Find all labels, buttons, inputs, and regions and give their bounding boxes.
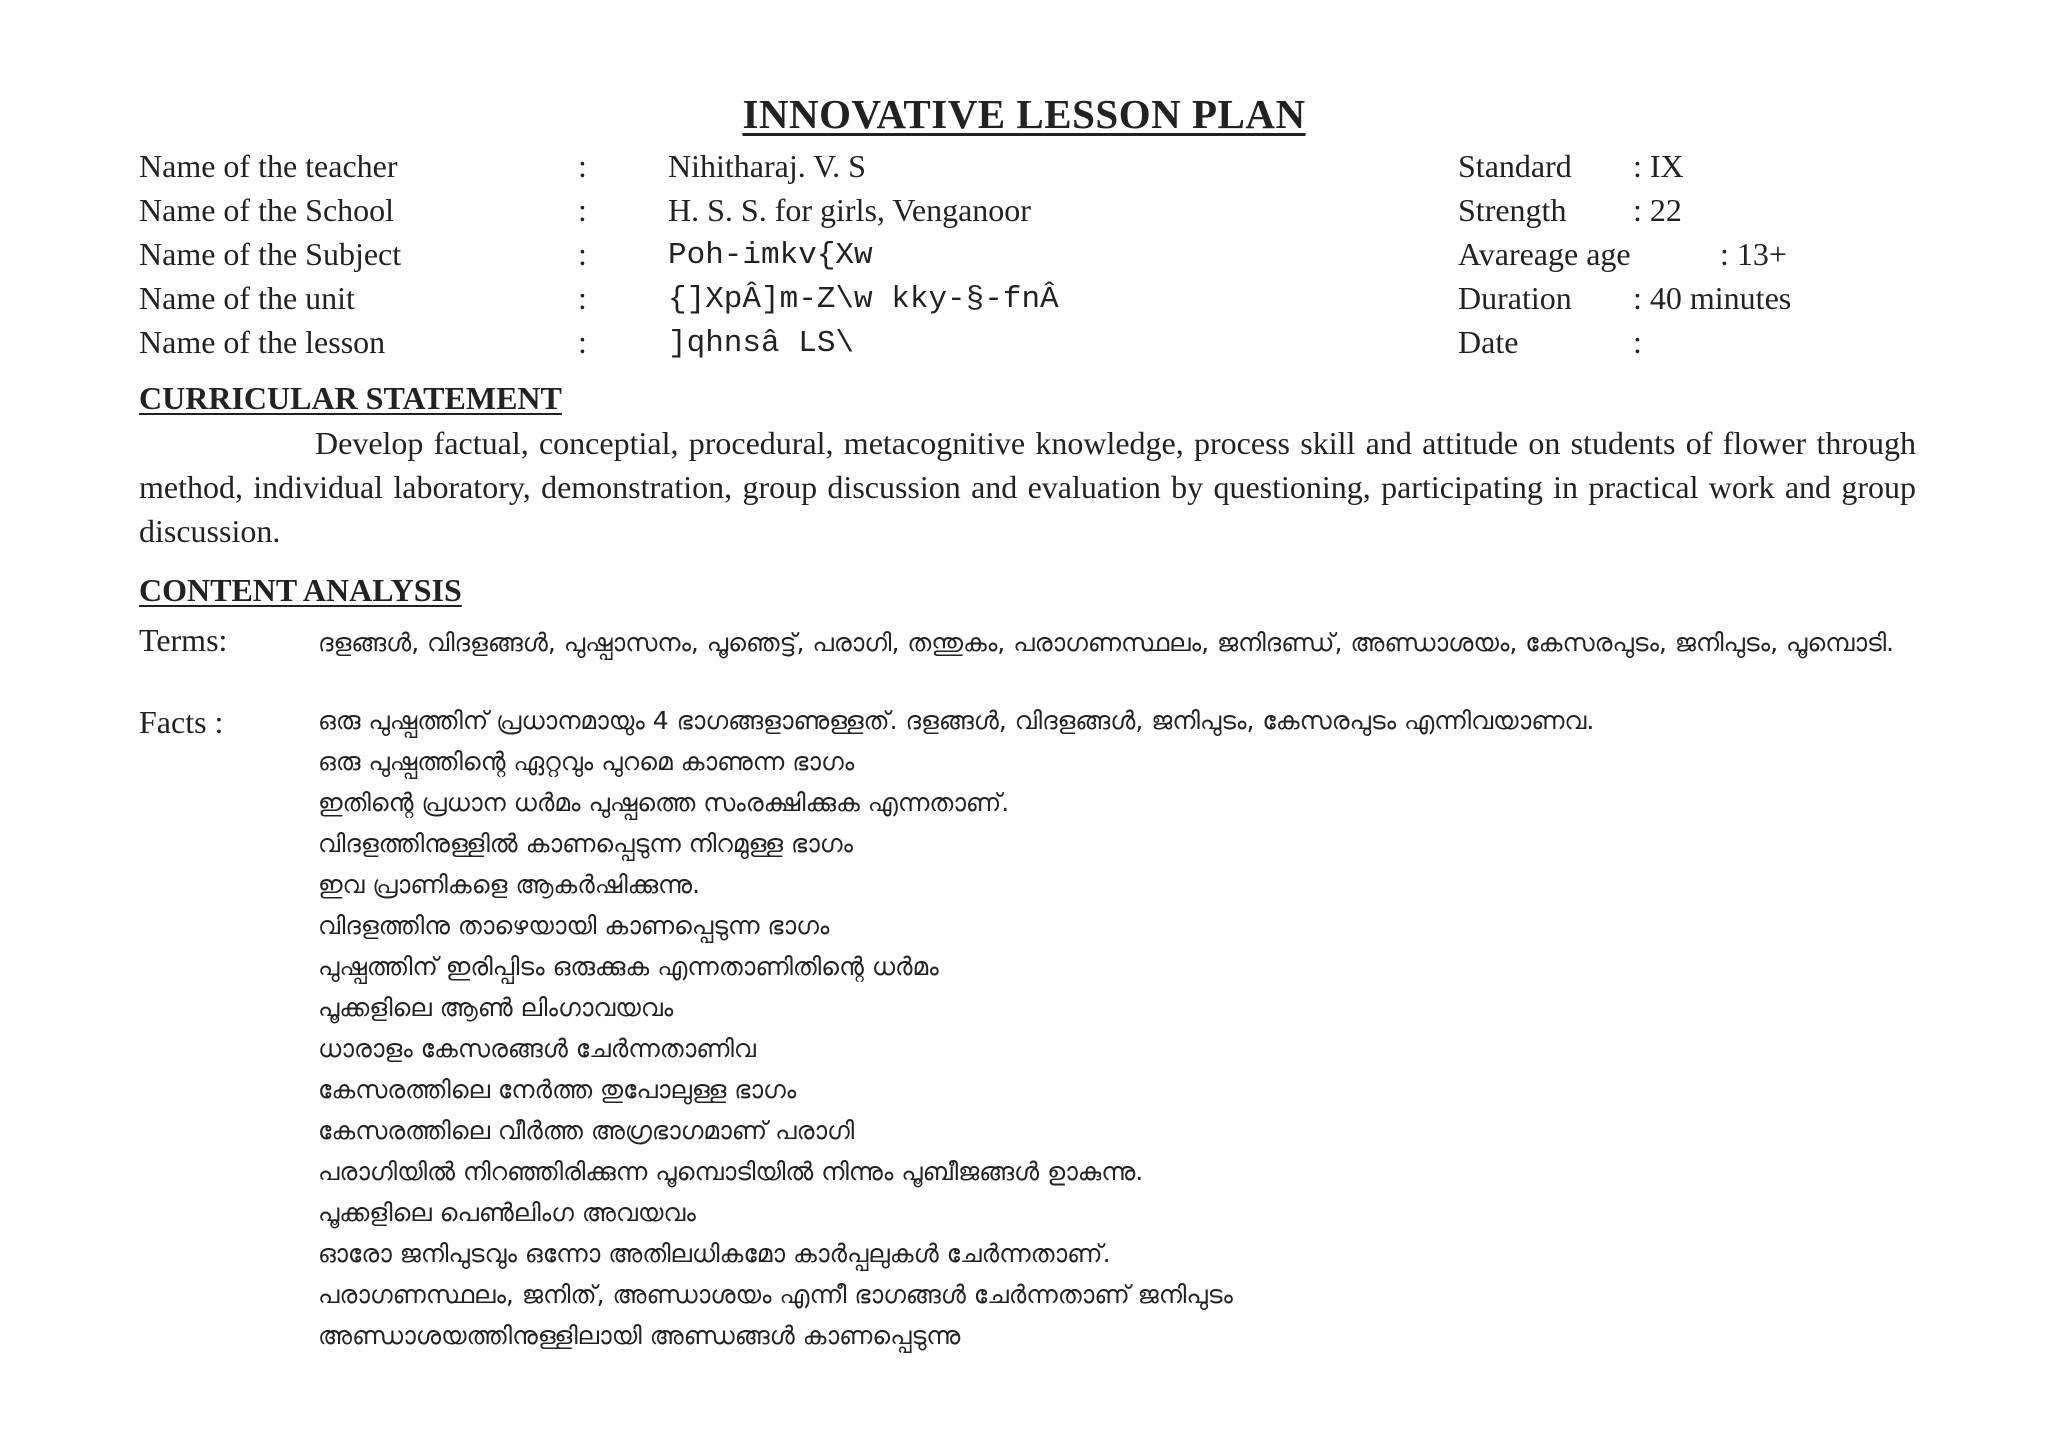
lesson-value: ]qhnsâ LS\ (668, 326, 855, 361)
subject-label: Name of the Subject (139, 236, 402, 272)
age-label: Avareage age (1458, 236, 1631, 272)
fact-line: ഇവ പ്രാണികളെ ആകർഷിക്കുന്നു. (318, 870, 701, 899)
fact-line: കേസരത്തിലെ വീർത്ത അഗ്രഭാഗമാണ് പരാഗി (318, 1116, 855, 1145)
fact-line: അണ്ഡാശയത്തിനുള്ളിലായി അണ്ഡങ്ങൾ കാണപ്പെടുന്നു (318, 1321, 961, 1350)
info-row-school (0, 192, 2048, 236)
fact-line: ഓരോ ജനിപുടവും ഒന്നോ അതിലധികമോ കാർപ്പലുകൾ ചേർന്നതാണ്. (318, 1239, 1111, 1268)
fact-line: കേസരത്തിലെ നേർത്ത തുപോലുള്ള ഭാഗം (318, 1075, 797, 1104)
age-value: : 13+ (1720, 236, 1787, 272)
info-row-unit (0, 280, 2048, 324)
school-colon: : (578, 192, 587, 228)
fact-line: ഒരു പുഷ്പത്തിന്റെ ഏറ്റവും പുറമെ കാണുന്ന ഭാഗം (318, 747, 855, 776)
fact-line: പൂക്കളിലെ ആൺ ലിംഗാവയവം (318, 993, 674, 1022)
duration-label: Duration (1458, 280, 1572, 316)
subject-value: Poh-imkv{Xw (668, 238, 873, 273)
curricular-text: Develop factual, conceptial, procedural, metacognitive knowledge, process skill and attitude on students of flower through method, individual laboratory, demonstration, group discussion and evaluation by questioning, participating in practical work and group discussion. (139, 425, 1916, 549)
lesson-label: Name of the lesson (139, 324, 386, 360)
teacher-value: Nihitharaj. V. S (668, 148, 866, 184)
teacher-label: Name of the teacher (139, 148, 398, 184)
school-value: H. S. S. for girls, Venganoor (668, 192, 1031, 228)
info-row-subject (0, 236, 2048, 280)
fact-line: വിദളത്തിനുള്ളിൽ കാണപ്പെടുന്ന നിറമുള്ള ഭാഗം (318, 829, 853, 858)
info-row-teacher (0, 148, 2048, 192)
unit-colon: : (578, 280, 587, 316)
curricular-heading: CURRICULAR STATEMENT (139, 380, 562, 416)
standard-value: : IX (1633, 148, 1684, 184)
terms-label: Terms: (139, 622, 228, 658)
strength-value: : 22 (1633, 192, 1682, 228)
lesson-colon: : (578, 324, 587, 360)
strength-label: Strength (1458, 192, 1567, 228)
fact-line: പരാഗിയിൽ നിറഞ്ഞിരിക്കുന്ന പൂമ്പൊടിയിൽ നിന്നും പൂബീജങ്ങൾ ഉാകുന്നു. (318, 1157, 1144, 1186)
fact-line: പുഷ്പത്തിന് ഇരിപ്പിടം ഒരുക്കുക എന്നതാണിതിന്റെ ധർമം (318, 952, 939, 981)
fact-line: ഒരു പുഷ്പത്തിന് പ്രധാനമായും 4 ഭാഗങ്ങളാണുള്ളത്. ദളങ്ങൾ, വിദളങ്ങൾ, ജനിപുടം, കേസരപുടം എന്നിവയാണവ. (318, 706, 1595, 735)
date-value: : (1633, 324, 1642, 360)
unit-value: {]XpÂ]m-Z\w kky-§-fnÂ (668, 282, 1059, 317)
teacher-colon: : (578, 148, 587, 184)
fact-line: വിദളത്തിനു താഴെയായി കാണപ്പെടുന്ന ഭാഗം (318, 911, 830, 940)
school-label: Name of the School (139, 192, 395, 228)
fact-line: പൂക്കളിലെ പെൺലിംഗ അവയവം (318, 1198, 696, 1227)
page-title: INNOVATIVE LESSON PLAN (742, 91, 1306, 137)
content-heading: CONTENT ANALYSIS (139, 572, 462, 608)
duration-value: : 40 minutes (1633, 280, 1792, 316)
standard-label: Standard (1458, 148, 1572, 184)
subject-colon: : (578, 236, 587, 272)
fact-line: പരാഗണസ്ഥലം, ജനിത്, അണ്ഡാശയം എന്നീ ഭാഗങ്ങൾ ചേർന്നതാണ് ജനിപുടം (318, 1280, 1233, 1309)
fact-line: ഇതിന്റെ പ്രധാന ധർമം പുഷ്പത്തെ സംരക്ഷിക്കുക എന്നതാണ്. (318, 788, 1010, 817)
terms-text: ദളങ്ങൾ, വിദളങ്ങൾ, പുഷ്പാസനം, പൂഞെട്ട്, പരാഗി, തന്തുകം, പരാഗണസ്ഥലം, ജനിദണ്ഡ്, അണ്ഡാശയം, കേസരപുടം, ജനിപുടം, പൂമ്പൊടി. (318, 628, 1895, 657)
fact-line: ധാരാളം കേസരങ്ങൾ ചേർന്നതാണിവ (318, 1034, 756, 1063)
info-row-lesson (0, 324, 2048, 368)
facts-label: Facts : (139, 704, 224, 740)
date-label: Date (1458, 324, 1519, 360)
unit-label: Name of the unit (139, 280, 355, 316)
